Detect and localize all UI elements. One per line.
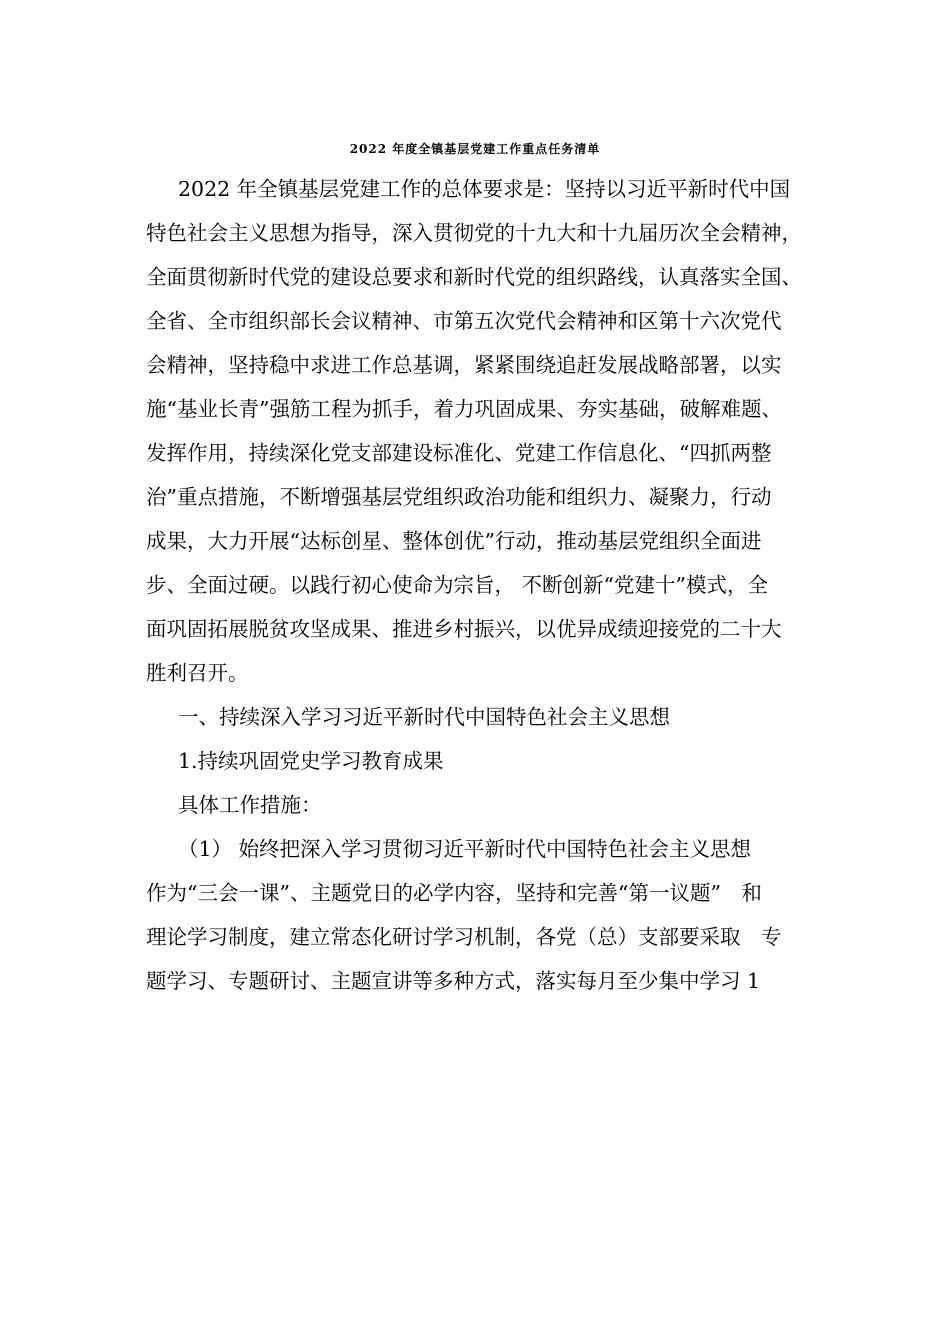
measure-line: 理论学习制度，建立常态化研讨学习机制，各党（总）支部要采取 专 (146, 925, 782, 949)
intro-line: 胜利召开。 (146, 661, 249, 685)
intro-line: 施“基业长青”强筋工程为抓手，着力巩固成果、夯实基础，破解难题、 (146, 397, 782, 421)
intro-line: 步、全面过硬。以践行初心使命为宗旨， 不断创新“党建十”模式，全 (146, 573, 768, 597)
intro-line: 2022 年全镇基层党建工作的总体要求是：坚持以习近平新时代中国 (178, 177, 791, 201)
measure-line: （1） 始终把深入学习贯彻习近平新时代中国特色社会主义思想 (178, 837, 752, 861)
measures-label: 具体工作措施： (178, 793, 322, 817)
intro-line: 发挥作用，持续深化党支部建设标准化、党建工作信息化、“四抓两整 (146, 441, 772, 465)
section-heading: 一、持续深入学习习近平新时代中国特色社会主义思想 (178, 705, 670, 729)
intro-line: 成果，大力开展“达标创星、整体创优”行动，推动基层党组织全面进 (146, 529, 762, 553)
measure-line: 作为“三会一课”、主题党日的必学内容，坚持和完善“第一议题” 和 (146, 881, 762, 905)
intro-line: 会精神，坚持稳中求进工作总基调，紧紧围绕追赶发展战略部署，以实 (146, 353, 782, 377)
intro-line: 全省、全市组织部长会议精神、市第五次党代会精神和区第十六次党代 (146, 309, 782, 333)
intro-line: 面巩固拓展脱贫攻坚成果、推进乡村振兴，以优异成绩迎接党的二十大 (146, 617, 782, 641)
subsection-heading: 1.持续巩固党史学习教育成果 (178, 749, 444, 773)
intro-line: 治”重点措施，不断增强基层党组织政治功能和组织力、凝聚力，行动 (146, 485, 772, 509)
intro-line: 全面贯彻新时代党的建设总要求和新时代党的组织路线，认真落实全国、 (146, 265, 802, 289)
intro-line: 特色社会主义思想为指导，深入贯彻党的十九大和十九届历次全会精神， (146, 221, 802, 245)
measure-line: 题学习、专题研讨、主题宣讲等多种方式，落实每月至少集中学习 1 (146, 969, 761, 993)
document-title: 2022 年度全镇基层党建工作重点任务清单 (349, 142, 601, 156)
